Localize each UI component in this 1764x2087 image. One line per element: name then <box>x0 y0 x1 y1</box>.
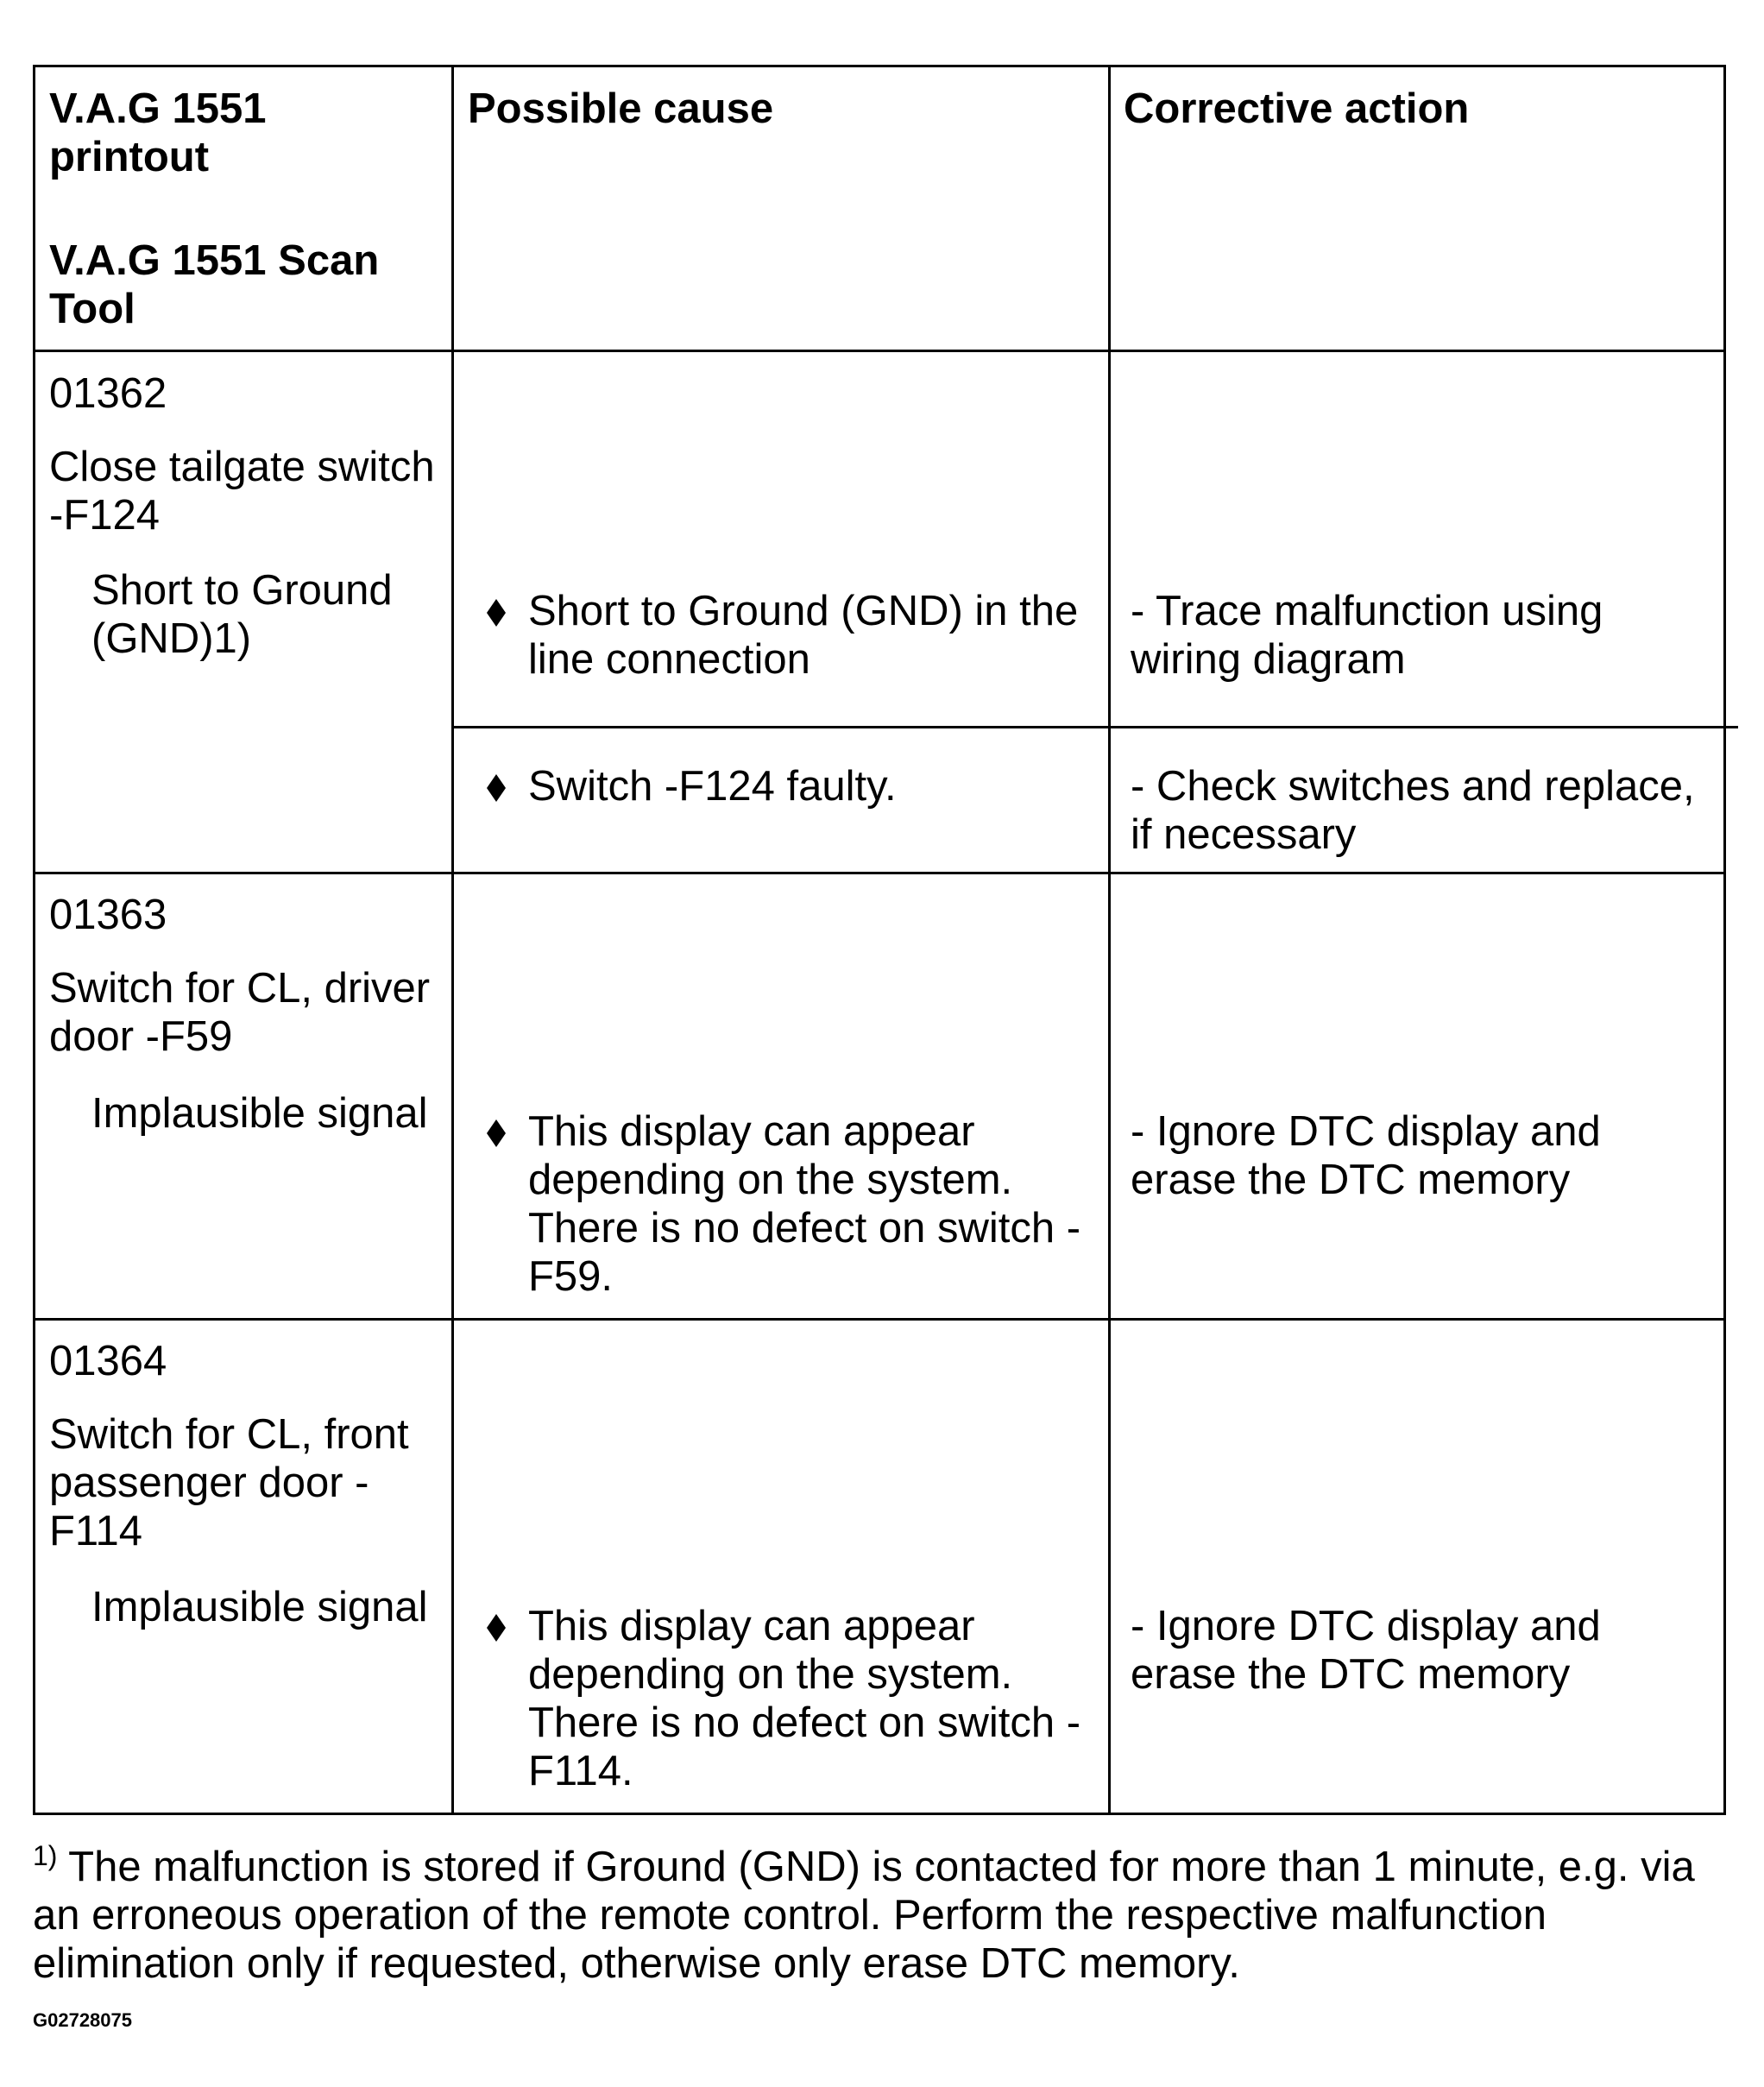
diamond-bullet-icon <box>483 1116 509 1151</box>
column-divider <box>451 65 454 1815</box>
corrective-action: - Trace malfunction using wiring diagram <box>1131 588 1603 683</box>
header-corrective-action: Corrective action <box>1124 85 1470 132</box>
table-border-right <box>1723 65 1726 1815</box>
diamond-bullet-icon <box>483 1611 509 1645</box>
header-row-divider <box>33 350 1726 352</box>
table-border-top <box>33 65 1726 67</box>
diamond-bullet-icon <box>483 596 509 630</box>
image-code: G02728075 <box>33 2009 132 2031</box>
corrective-action: - Check switches and replace, if necessary <box>1131 763 1695 858</box>
dtc-fault: Implausible signal <box>91 1090 428 1137</box>
header-printout: V.A.G 1551 printout <box>49 85 267 180</box>
possible-cause: Short to Ground (GND) in the line connection <box>528 588 1079 683</box>
table-border-left <box>33 65 35 1815</box>
header-possible-cause: Possible cause <box>468 85 774 132</box>
dtc-code: 01362 <box>49 370 167 417</box>
corrective-action: - Ignore DTC display and erase the DTC memory <box>1131 1603 1601 1698</box>
footnote-marker: 1) <box>33 1840 58 1871</box>
row-divider <box>33 1318 1726 1321</box>
column-divider <box>1108 65 1111 1815</box>
possible-cause: Switch -F124 faulty. <box>528 763 897 810</box>
table-border-bottom <box>33 1813 1726 1815</box>
footnote <box>33 1840 1742 1988</box>
dtc-fault: Implausible signal <box>91 1584 428 1630</box>
footnote-text: The malfunction is stored if Ground (GND) is contacted for more than 1 minute, e.g. via an erroneous operation of the remote control. Perform the respective malfunction elimination only if requested, otherwise only erase DTC memory. <box>33 1844 1695 1987</box>
dtc-component: Close tailgate switch -F124 <box>49 444 435 539</box>
dtc-component: Switch for CL, driver door -F59 <box>49 965 431 1060</box>
dtc-code: 01364 <box>49 1338 167 1384</box>
possible-cause: This display can appear depending on the system. There is no defect on switch - F59. <box>528 1108 1081 1300</box>
diamond-bullet-icon <box>483 771 509 805</box>
dtc-fault: Short to Ground (GND)1) <box>91 567 393 662</box>
corrective-action: - Ignore DTC display and erase the DTC memory <box>1131 1108 1601 1203</box>
possible-cause: This display can appear depending on the system. There is no defect on switch - F114. <box>528 1603 1081 1794</box>
dtc-code: 01363 <box>49 892 167 938</box>
header-scan-tool: V.A.G 1551 Scan Tool <box>49 237 380 332</box>
subrow-divider <box>452 726 1738 728</box>
row-divider <box>33 872 1726 874</box>
dtc-component: Switch for CL, front passenger door - F114 <box>49 1411 409 1554</box>
